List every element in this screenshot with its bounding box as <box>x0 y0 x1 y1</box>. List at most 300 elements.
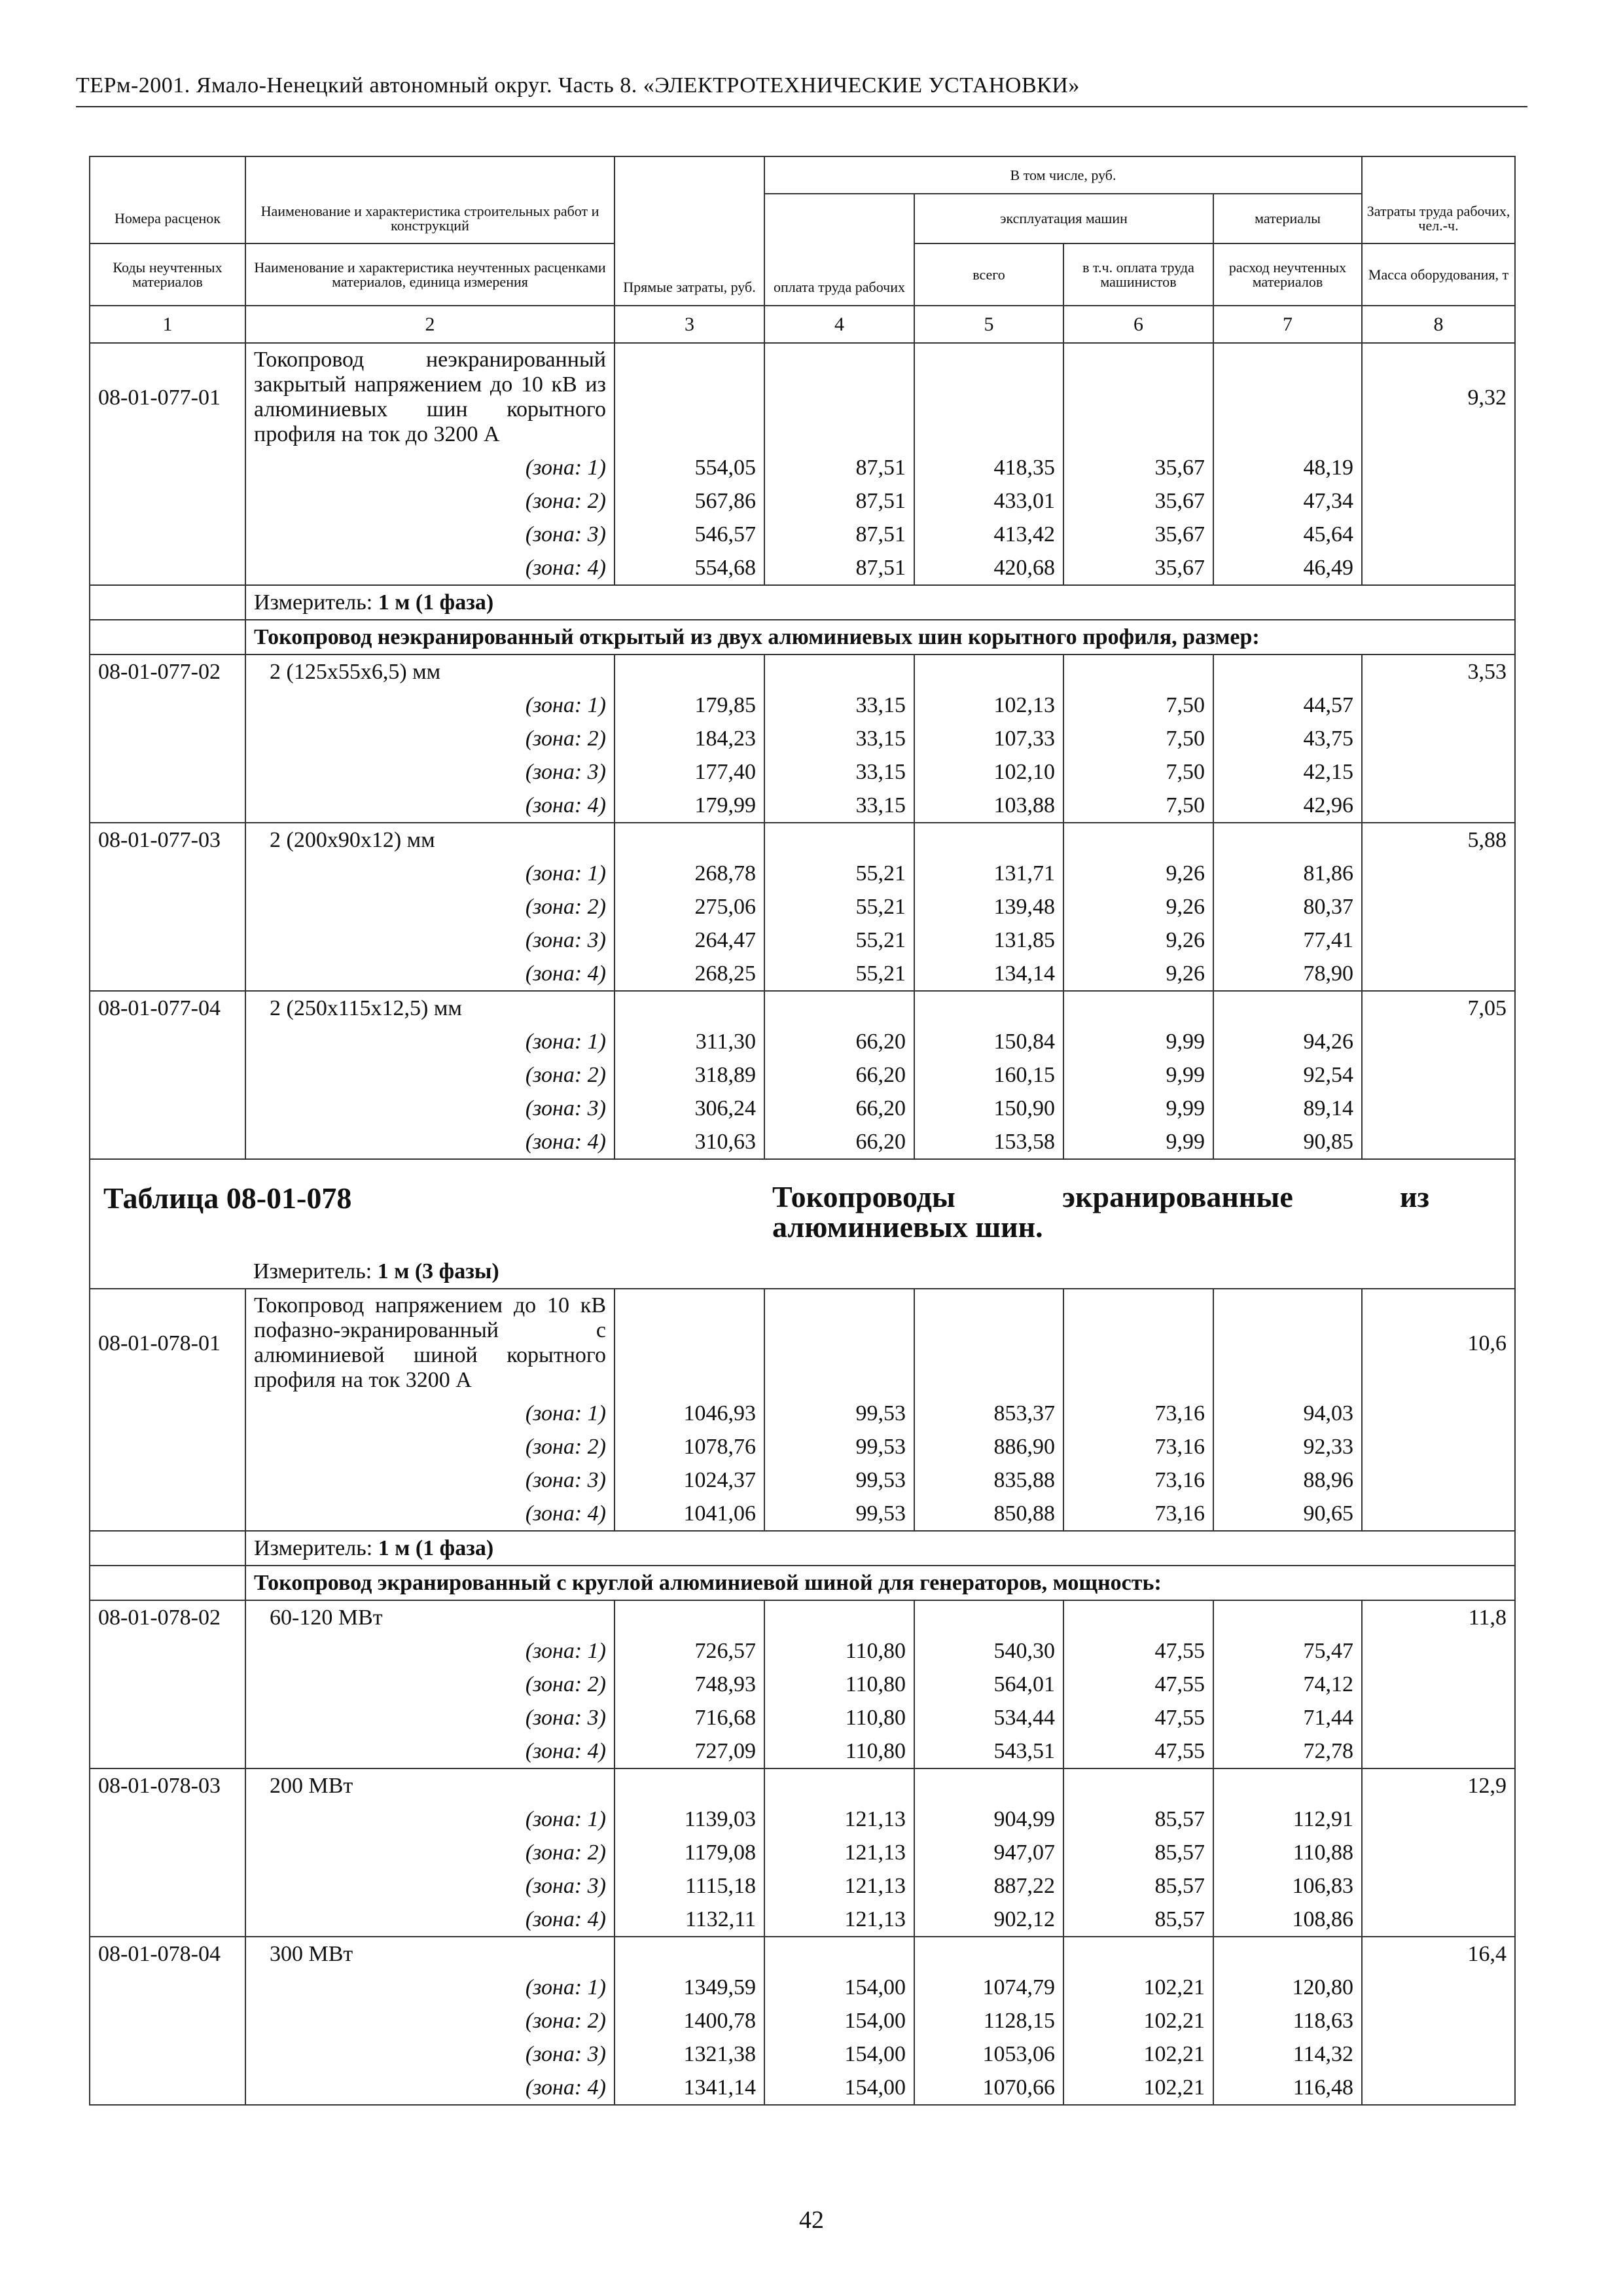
zone-value: 9,26 <box>1063 890 1213 924</box>
zone-value: 311,30 <box>615 1025 764 1058</box>
empty-cell <box>914 655 1063 689</box>
zone-value: 94,03 <box>1213 1397 1362 1430</box>
zone-value: 160,15 <box>914 1058 1063 1092</box>
column-number: 1 <box>90 306 245 343</box>
zone-value: 73,16 <box>1063 1430 1213 1463</box>
zone-value: 120,80 <box>1213 1971 1362 2004</box>
zone-value: 1046,93 <box>615 1397 764 1430</box>
zone-value: 45,64 <box>1213 518 1362 551</box>
empty-cell <box>1213 1937 1362 1971</box>
zone-value: 540,30 <box>914 1634 1063 1668</box>
header-rule <box>76 106 1527 107</box>
zone-value: 947,07 <box>914 1836 1063 1869</box>
empty-cell <box>90 689 245 722</box>
zone-value: 42,96 <box>1213 789 1362 823</box>
labor-cost: 12,9 <box>1362 1768 1515 1803</box>
empty-cell <box>1362 1701 1515 1734</box>
zone-value: 89,14 <box>1213 1092 1362 1125</box>
zone-value: 94,26 <box>1213 1025 1362 1058</box>
meter-value: 1 м (1 фаза) <box>378 1536 494 1560</box>
zone-value: 543,51 <box>914 1734 1063 1768</box>
empty-cell <box>764 1289 914 1397</box>
zone-value: 1074,79 <box>914 1971 1063 2004</box>
empty-cell <box>615 1600 764 1634</box>
empty-cell <box>764 991 914 1025</box>
empty-cell <box>1362 1903 1515 1937</box>
empty-cell <box>914 1289 1063 1397</box>
empty-cell <box>90 2004 245 2037</box>
empty-cell <box>1362 1025 1515 1058</box>
empty-cell <box>1362 1634 1515 1668</box>
zone-value: 1041,06 <box>615 1497 764 1531</box>
empty-cell <box>90 1092 245 1125</box>
zone-value: 853,37 <box>914 1397 1063 1430</box>
empty-cell <box>90 1255 245 1289</box>
meter-text <box>245 1255 1515 1289</box>
column-numbers-row <box>90 306 1515 343</box>
zone-value: 66,20 <box>764 1125 914 1159</box>
rate-name: Токопровод неэкранированный закрытый напряжением до 10 кВ из алюминиевых шин корытного профиля на ток до 3200 А <box>245 343 615 451</box>
zone-value: 9,99 <box>1063 1025 1213 1058</box>
entry-row <box>90 1937 1515 1971</box>
zone-value: 275,06 <box>615 890 764 924</box>
name-header-top: Наименование и характеристика строительных работ и конструкций <box>245 194 615 243</box>
zone-label: (зона: 1) <box>245 1971 615 2004</box>
empty-cell <box>1362 1971 1515 2004</box>
zone-row <box>90 1092 1515 1125</box>
empty-cell <box>90 484 245 518</box>
zone-label: (зона: 3) <box>245 1092 615 1125</box>
zone-label: (зона: 2) <box>245 2004 615 2037</box>
zone-label: (зона: 2) <box>245 890 615 924</box>
zone-label: (зона: 2) <box>245 1668 615 1701</box>
zone-value: 47,34 <box>1213 484 1362 518</box>
zone-row <box>90 957 1515 991</box>
labor-cost: 3,53 <box>1362 655 1515 689</box>
zone-label: (зона: 1) <box>245 1803 615 1836</box>
zone-label: (зона: 3) <box>245 1701 615 1734</box>
zone-value: 9,99 <box>1063 1092 1213 1125</box>
zone-value: 106,83 <box>1213 1869 1362 1903</box>
zone-row <box>90 1734 1515 1768</box>
empty-cell <box>1362 2004 1515 2037</box>
zone-value: 87,51 <box>764 484 914 518</box>
empty-cell <box>1362 689 1515 722</box>
empty-cell <box>90 1701 245 1734</box>
zone-value: 35,67 <box>1063 484 1213 518</box>
labor-cost: 9,32 <box>1362 343 1515 451</box>
empty-cell <box>914 991 1063 1025</box>
incl-machinists-header: в т.ч. оплата труда машинистов <box>1063 243 1213 306</box>
empty-cell <box>1362 1125 1515 1159</box>
zone-value: 42,15 <box>1213 755 1362 789</box>
empty-cell <box>1362 1836 1515 1869</box>
zone-value: 46,49 <box>1213 551 1362 585</box>
empty-cell <box>615 1768 764 1803</box>
zone-row <box>90 689 1515 722</box>
zone-value: 418,35 <box>914 451 1063 484</box>
zone-value: 902,12 <box>914 1903 1063 1937</box>
zone-value: 748,93 <box>615 1668 764 1701</box>
zone-value: 72,78 <box>1213 1734 1362 1768</box>
zone-label: (зона: 4) <box>245 789 615 823</box>
zone-value: 1128,15 <box>914 2004 1063 2037</box>
zone-value: 154,00 <box>764 1971 914 2004</box>
zone-label: (зона: 1) <box>245 1025 615 1058</box>
zone-row <box>90 755 1515 789</box>
empty-cell <box>90 2037 245 2071</box>
zone-row <box>90 1463 1515 1497</box>
machine-operation-header: эксплуатация машин <box>914 194 1213 243</box>
zone-value: 7,50 <box>1063 789 1213 823</box>
col-name-header-empty <box>245 156 615 194</box>
zone-value: 1078,76 <box>615 1430 764 1463</box>
header-row-2 <box>90 194 1515 243</box>
zone-label: (зона: 4) <box>245 1497 615 1531</box>
empty-cell <box>90 1869 245 1903</box>
empty-cell <box>764 1937 914 1971</box>
zone-value: 116,48 <box>1213 2071 1362 2105</box>
empty-cell <box>1063 1289 1213 1397</box>
empty-cell <box>1362 1058 1515 1092</box>
zone-value: 420,68 <box>914 551 1063 585</box>
zone-value: 134,14 <box>914 957 1063 991</box>
labor-cost: 11,8 <box>1362 1600 1515 1634</box>
zone-value: 35,67 <box>1063 518 1213 551</box>
group-heading: Токопровод экранированный с круглой алюминиевой шиной для генераторов, мощность: <box>245 1566 1515 1600</box>
zone-value: 47,55 <box>1063 1634 1213 1668</box>
zone-row <box>90 1430 1515 1463</box>
empty-cell <box>90 1531 245 1566</box>
zone-value: 154,00 <box>764 2004 914 2037</box>
zone-value: 107,33 <box>914 722 1063 755</box>
column-number: 2 <box>245 306 615 343</box>
zone-value: 48,19 <box>1213 451 1362 484</box>
zone-value: 85,57 <box>1063 1903 1213 1937</box>
zone-value: 121,13 <box>764 1903 914 1937</box>
zone-value: 75,47 <box>1213 1634 1362 1668</box>
meter-label: Измеритель: <box>254 590 378 615</box>
zone-value: 1341,14 <box>615 2071 764 2105</box>
zone-value: 112,91 <box>1213 1803 1362 1836</box>
zone-value: 154,00 <box>764 2037 914 2071</box>
zone-value: 33,15 <box>764 755 914 789</box>
zone-value: 43,75 <box>1213 722 1362 755</box>
entry-row <box>90 823 1515 857</box>
zone-value: 887,22 <box>914 1869 1063 1903</box>
zone-row <box>90 518 1515 551</box>
empty-cell <box>90 755 245 789</box>
empty-cell <box>90 451 245 484</box>
zone-row <box>90 1397 1515 1430</box>
zone-label: (зона: 1) <box>245 451 615 484</box>
zone-row <box>90 857 1515 890</box>
empty-cell <box>764 343 914 451</box>
meter-text <box>245 585 1515 620</box>
empty-cell <box>90 890 245 924</box>
zone-row <box>90 1668 1515 1701</box>
zone-row <box>90 1701 1515 1734</box>
rate-code: 08-01-078-03 <box>90 1768 245 1803</box>
equipment-mass-header: Масса оборудования, т <box>1362 243 1515 306</box>
zone-label: (зона: 2) <box>245 1836 615 1869</box>
column-number: 8 <box>1362 306 1515 343</box>
rate-code: 08-01-078-04 <box>90 1937 245 1971</box>
zone-value: 90,65 <box>1213 1497 1362 1531</box>
zone-value: 99,53 <box>764 1463 914 1497</box>
codes-header-top: Номера расценок <box>90 194 245 243</box>
zone-value: 7,50 <box>1063 722 1213 755</box>
zone-value: 554,68 <box>615 551 764 585</box>
zone-value: 102,13 <box>914 689 1063 722</box>
empty-cell <box>1063 991 1213 1025</box>
zone-value: 73,16 <box>1063 1463 1213 1497</box>
empty-cell <box>1362 1092 1515 1125</box>
empty-cell <box>1362 518 1515 551</box>
zone-value: 33,15 <box>764 722 914 755</box>
zone-value: 1400,78 <box>615 2004 764 2037</box>
rate-code: 08-01-077-02 <box>90 655 245 689</box>
zone-value: 88,96 <box>1213 1463 1362 1497</box>
zone-value: 92,54 <box>1213 1058 1362 1092</box>
empty-cell <box>1362 755 1515 789</box>
page-number: 42 <box>799 2206 824 2234</box>
zone-label: (зона: 2) <box>245 1430 615 1463</box>
empty-cell <box>764 1600 914 1634</box>
header-row-1 <box>90 156 1515 194</box>
zone-value: 7,50 <box>1063 689 1213 722</box>
zone-row <box>90 2071 1515 2105</box>
zone-value: 103,88 <box>914 789 1063 823</box>
zone-value: 78,90 <box>1213 957 1362 991</box>
empty-cell <box>90 1903 245 1937</box>
zone-value: 121,13 <box>764 1836 914 1869</box>
zone-value: 1139,03 <box>615 1803 764 1836</box>
zone-value: 47,55 <box>1063 1734 1213 1768</box>
empty-cell <box>90 957 245 991</box>
empty-cell <box>1213 1600 1362 1634</box>
zone-value: 55,21 <box>764 924 914 957</box>
empty-cell <box>1362 890 1515 924</box>
zone-label: (зона: 3) <box>245 1463 615 1497</box>
zone-value: 1179,08 <box>615 1836 764 1869</box>
zone-value: 534,44 <box>914 1701 1063 1734</box>
empty-cell <box>1213 991 1362 1025</box>
entry-row <box>90 343 1515 451</box>
zone-value: 114,32 <box>1213 2037 1362 2071</box>
zone-row <box>90 551 1515 585</box>
zone-value: 99,53 <box>764 1497 914 1531</box>
zone-value: 85,57 <box>1063 1803 1213 1836</box>
zone-value: 44,57 <box>1213 689 1362 722</box>
meter-value: 1 м (1 фаза) <box>378 590 494 615</box>
zone-value: 55,21 <box>764 957 914 991</box>
codes-header-bottom: Коды неучтенных материалов <box>90 243 245 306</box>
zone-label: (зона: 2) <box>245 484 615 518</box>
empty-cell <box>764 823 914 857</box>
zone-label: (зона: 4) <box>245 1903 615 1937</box>
rate-name: 2 (200х90х12) мм <box>245 823 615 857</box>
meter-row <box>90 1255 1515 1289</box>
zone-label: (зона: 1) <box>245 1634 615 1668</box>
empty-cell <box>1362 857 1515 890</box>
page-header: ТЕРм-2001. Ямало-Ненецкий автономный округ. Часть 8. «ЭЛЕКТРОТЕХНИЧЕСКИЕ УСТАНОВКИ» <box>76 73 1080 98</box>
empty-cell <box>1063 1768 1213 1803</box>
zone-row <box>90 1497 1515 1531</box>
rate-code: 08-01-077-03 <box>90 823 245 857</box>
zone-value: 80,37 <box>1213 890 1362 924</box>
empty-cell <box>1362 1668 1515 1701</box>
zone-value: 92,33 <box>1213 1430 1362 1463</box>
zone-value: 108,86 <box>1213 1903 1362 1937</box>
zone-value: 554,05 <box>615 451 764 484</box>
zone-value: 904,99 <box>914 1803 1063 1836</box>
labor-cost-header: Затраты труда рабочих, чел.-ч. <box>1362 194 1515 243</box>
col-codes-header-empty <box>90 156 245 194</box>
zone-value: 131,85 <box>914 924 1063 957</box>
empty-cell <box>1063 343 1213 451</box>
zone-value: 55,21 <box>764 890 914 924</box>
rates-table <box>89 156 1516 2106</box>
empty-cell <box>90 1397 245 1430</box>
empty-cell <box>914 1600 1063 1634</box>
zone-value: 1070,66 <box>914 2071 1063 2105</box>
zone-value: 9,99 <box>1063 1058 1213 1092</box>
rate-name: Токопровод напряжением до 10 кВ пофазно-экранированный с алюминиевой шиной корытного профиля на ток 3200 А <box>245 1289 615 1397</box>
column-number: 4 <box>764 306 914 343</box>
empty-cell <box>1362 451 1515 484</box>
zone-value: 264,47 <box>615 924 764 957</box>
empty-cell <box>1362 1430 1515 1463</box>
empty-cell <box>764 655 914 689</box>
entry-row <box>90 1289 1515 1397</box>
zone-value: 81,86 <box>1213 857 1362 890</box>
empty-cell <box>90 1836 245 1869</box>
zone-value: 318,89 <box>615 1058 764 1092</box>
zone-row <box>90 1025 1515 1058</box>
zone-label: (зона: 4) <box>245 2071 615 2105</box>
empty-cell <box>1063 823 1213 857</box>
empty-cell <box>90 1430 245 1463</box>
empty-cell <box>1362 957 1515 991</box>
group-heading: Токопровод неэкранированный открытый из двух алюминиевых шин корытного профиля, размер: <box>245 620 1515 655</box>
zone-value: 1115,18 <box>615 1869 764 1903</box>
entry-row <box>90 991 1515 1025</box>
empty-cell <box>1213 1768 1362 1803</box>
zone-value: 179,99 <box>615 789 764 823</box>
zone-row <box>90 1803 1515 1836</box>
zone-value: 7,50 <box>1063 755 1213 789</box>
table-title-row <box>90 1159 1515 1255</box>
meter-label: Измеритель: <box>253 1259 378 1283</box>
zone-value: 121,13 <box>764 1803 914 1836</box>
zone-value: 564,01 <box>914 1668 1063 1701</box>
empty-cell <box>90 857 245 890</box>
zone-value: 9,26 <box>1063 857 1213 890</box>
entry-row <box>90 655 1515 689</box>
zone-label: (зона: 3) <box>245 2037 615 2071</box>
zone-value: 153,58 <box>914 1125 1063 1159</box>
zone-value: 102,10 <box>914 755 1063 789</box>
entry-row <box>90 1768 1515 1803</box>
col-labor-header-empty <box>1362 156 1515 194</box>
table-number: Таблица 08-01-078 <box>90 1159 764 1255</box>
empty-cell <box>90 585 245 620</box>
empty-cell <box>1213 823 1362 857</box>
zone-row <box>90 1125 1515 1159</box>
zone-value: 73,16 <box>1063 1397 1213 1430</box>
zone-value: 177,40 <box>615 755 764 789</box>
zone-value: 139,48 <box>914 890 1063 924</box>
zone-row <box>90 924 1515 957</box>
zone-value: 1053,06 <box>914 2037 1063 2071</box>
zone-value: 102,21 <box>1063 2071 1213 2105</box>
empty-cell <box>1213 343 1362 451</box>
empty-cell <box>914 1768 1063 1803</box>
empty-cell <box>1362 2071 1515 2105</box>
zone-value: 9,26 <box>1063 957 1213 991</box>
zone-value: 154,00 <box>764 2071 914 2105</box>
zone-value: 102,21 <box>1063 2037 1213 2071</box>
rate-code: 08-01-078-02 <box>90 1600 245 1634</box>
direct-costs-header: Прямые затраты, руб. <box>615 194 764 306</box>
zone-label: (зона: 2) <box>245 1058 615 1092</box>
name-header-bottom: Наименование и характеристика неучтенных расценками материалов, единица измерения <box>245 243 615 306</box>
zone-row <box>90 789 1515 823</box>
zone-label: (зона: 4) <box>245 1734 615 1768</box>
empty-cell <box>1362 1463 1515 1497</box>
column-number: 5 <box>914 306 1063 343</box>
zone-value: 66,20 <box>764 1092 914 1125</box>
zone-value: 85,57 <box>1063 1836 1213 1869</box>
zone-label: (зона: 1) <box>245 1397 615 1430</box>
zone-value: 77,41 <box>1213 924 1362 957</box>
zone-value: 102,21 <box>1063 2004 1213 2037</box>
zone-value: 90,85 <box>1213 1125 1362 1159</box>
zone-value: 886,90 <box>914 1430 1063 1463</box>
zone-value: 110,80 <box>764 1701 914 1734</box>
zone-value: 99,53 <box>764 1397 914 1430</box>
zone-row <box>90 1971 1515 2004</box>
empty-cell <box>90 1497 245 1531</box>
empty-cell <box>615 343 764 451</box>
group-heading-row <box>90 1566 1515 1600</box>
zone-value: 87,51 <box>764 551 914 585</box>
empty-cell <box>914 823 1063 857</box>
empty-cell <box>1362 484 1515 518</box>
empty-cell <box>1362 722 1515 755</box>
empty-cell <box>1362 2037 1515 2071</box>
meter-row <box>90 585 1515 620</box>
zone-row <box>90 1634 1515 1668</box>
rate-code: 08-01-078-01 <box>90 1289 245 1397</box>
empty-cell <box>615 1937 764 1971</box>
empty-cell <box>1362 924 1515 957</box>
zone-row <box>90 451 1515 484</box>
zone-value: 546,57 <box>615 518 764 551</box>
empty-cell <box>90 1971 245 2004</box>
zone-value: 87,51 <box>764 518 914 551</box>
zone-row <box>90 1903 1515 1937</box>
empty-cell <box>1213 1289 1362 1397</box>
empty-cell <box>90 1734 245 1768</box>
empty-cell <box>914 1937 1063 1971</box>
zone-value: 268,78 <box>615 857 764 890</box>
zone-label: (зона: 3) <box>245 924 615 957</box>
zone-value: 55,21 <box>764 857 914 890</box>
col-direct-header-empty <box>615 156 764 194</box>
labor-cost: 5,88 <box>1362 823 1515 857</box>
